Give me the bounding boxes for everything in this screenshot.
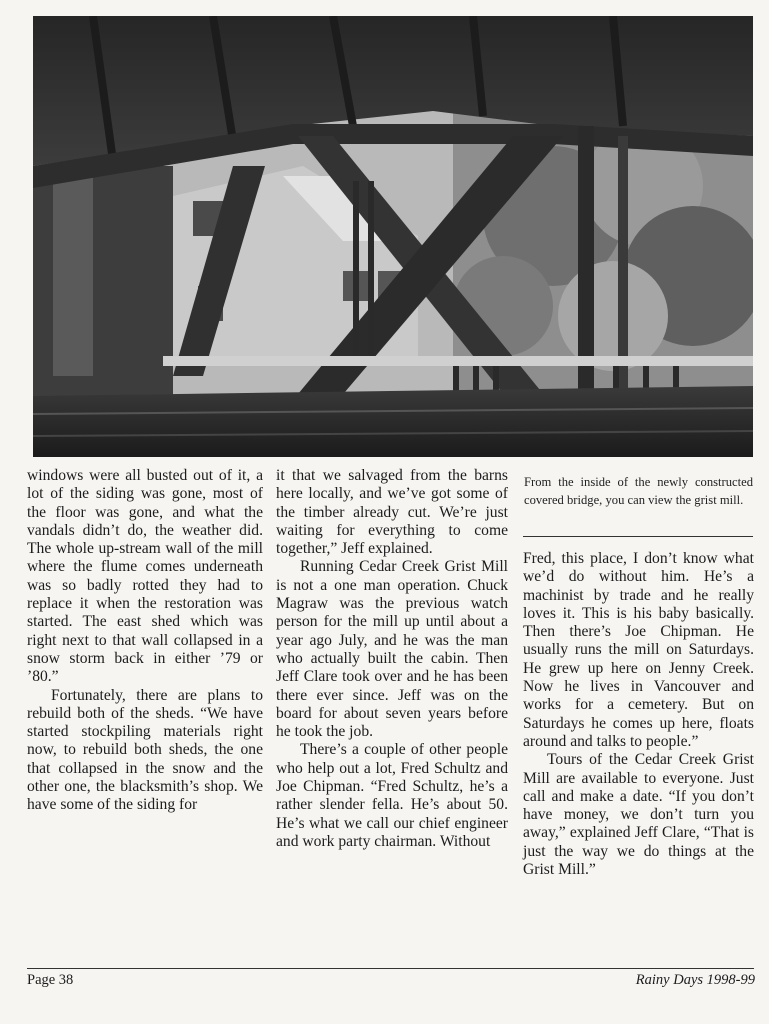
caption-divider <box>523 536 753 537</box>
article-paragraph: Running Cedar Creek Grist Mill is not a one man operation. Chuck Magraw was the previous watch person for the mill up until about a year ago July, and he was the man who actually built the cabin. Then Jeff Clare took over and he has been there ever since. Jeff was on the board for about seven years before he took the job. <box>276 558 508 741</box>
article-column-2 <box>276 467 508 851</box>
article-paragraph: There’s a couple of other people who help out a lot, Fred Schultz and Joe Chipman. “Fred Schultz, he’s a rather slender fella. He’s about 50. He’s what we call our chief engineer and work party chairman. Without <box>276 741 508 850</box>
publication-title: Rainy Days 1998-99 <box>635 972 755 988</box>
article-paragraph: Tours of the Cedar Creek Grist Mill are available to everyone. Just call and make a date. “If you don’t have money, we don’t turn you away,” explained Jeff Clare, “That is just the way we do things at the Grist Mill.” <box>523 751 754 879</box>
page-number: Page 38 <box>27 972 74 988</box>
article-column-3 <box>523 550 754 879</box>
bridge-photo <box>33 16 753 457</box>
article-paragraph: Fred, this place, I don’t know what we’d do without him. He’s a machinist by trade and he really loves it. This is his baby basically. Then there’s Joe Chipman. He usually runs the mill on Saturdays. He grew up here on Jenny Creek. Now he lives in Vancouver and works for a cemetery. But on Saturdays he comes up here, floats around and talks to people.” <box>523 550 754 750</box>
footer-divider <box>27 968 754 969</box>
bridge-photo-illustration <box>33 16 753 457</box>
article-paragraph: it that we salvaged from the barns here locally, and we’ve got some of the timber already cut. We’re just waiting for everything to come together,” Jeff explained. <box>276 467 508 558</box>
article-paragraph: Fortunately, there are plans to rebuild both of the sheds. “We have started stockpiling materials right now, to rebuild both sheds, the one that collapsed in the snow and the other one, the blacksmith’s shop. We have some of the siding for <box>27 686 263 814</box>
article-column-1 <box>27 467 263 815</box>
photo-caption: From the inside of the newly constructed covered bridge, you can view the grist mill. <box>524 475 753 507</box>
article-paragraph: windows were all busted out of it, a lot of the siding was gone, most of the floor was gone, and what the vandals didn’t do, the weather did. The whole up-stream wall of the mill where the flume comes underneath was so badly rotted they had to replace it when the restoration was started. The east shed which was right next to that wall collapsed in a snow storm back in either ’79 or ’80.” <box>27 467 263 686</box>
